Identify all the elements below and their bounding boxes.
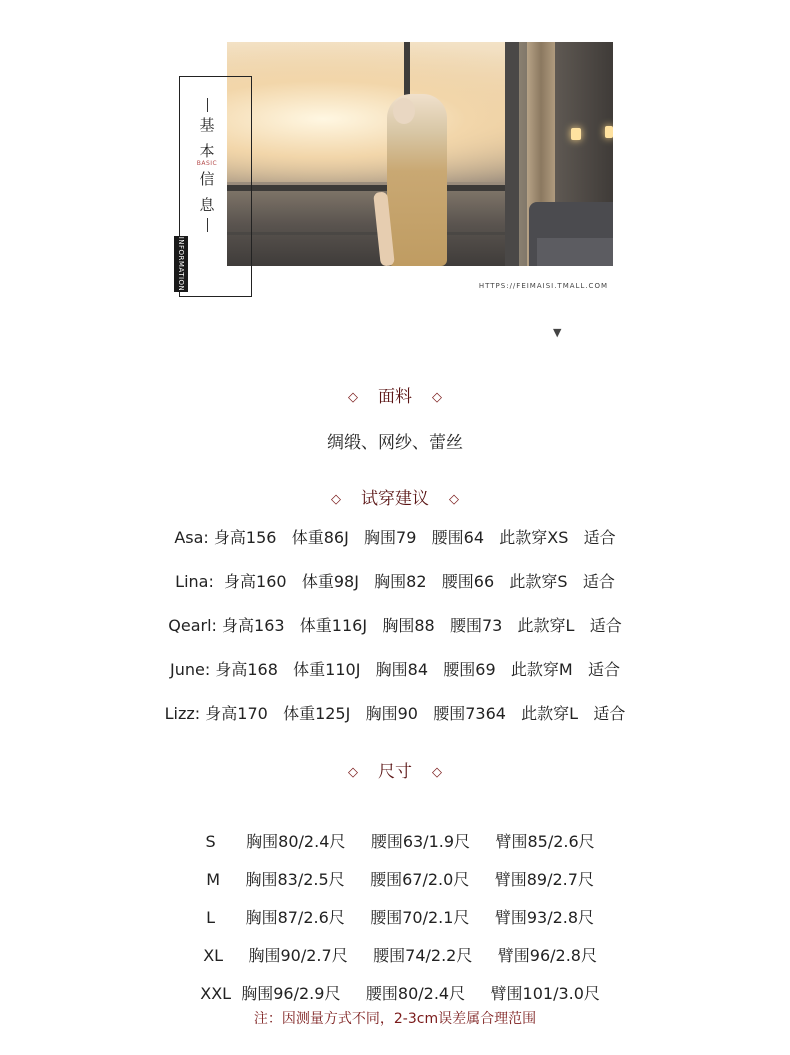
size-row [0, 848, 790, 890]
size-label: M [206, 870, 221, 889]
size-label: L [206, 908, 216, 927]
diamond-icon: ◇ [449, 492, 459, 507]
size-label: XXL [200, 984, 232, 1003]
size-heading [0, 757, 790, 782]
fit-row: Asa: 身高156 体重86J 胸围79 腰围64 此款穿XS 适合 [174, 528, 616, 547]
size-row [0, 886, 790, 928]
hero-photo [227, 42, 613, 266]
title-dash-bottom [207, 218, 208, 232]
basic-label: BASIC [196, 160, 218, 167]
size-row [0, 962, 790, 1004]
info-title [195, 98, 219, 232]
chest-value: 胸围87/2.6尺 [245, 908, 345, 927]
arm-value: 臂围85/2.6尺 [495, 832, 595, 851]
chest-value: 胸围83/2.5尺 [245, 870, 345, 889]
diamond-icon: ◇ [348, 390, 358, 405]
waist-value: 腰围74/2.2尺 [373, 946, 473, 965]
fit-row: Lina: 身高160 体重98J 胸围82 腰围66 此款穿S 适合 [175, 572, 615, 591]
size-label: S [205, 832, 216, 851]
title-char: 息 [199, 196, 215, 214]
size-row [0, 810, 790, 852]
fit-row: Lizz: 身高170 体重125J 胸围90 腰围7364 此款穿L 适合 [164, 704, 626, 723]
shop-url: HTTPS://FEIMAISI.TMALL.COM [478, 282, 608, 290]
measurement-note: 注：因测量方式不同，2-3cm误差属合理范围 [253, 1011, 537, 1027]
arm-value: 臂围96/2.8尺 [497, 946, 597, 965]
information-label: INFORMATION [177, 236, 185, 292]
arm-value: 臂围89/2.7尺 [494, 870, 594, 889]
title-dash-top [207, 98, 208, 112]
chest-value: 胸围80/2.4尺 [246, 832, 346, 851]
fit-row: Qearl: 身高163 体重116J 胸围88 腰围73 此款穿L 适合 [168, 616, 622, 635]
waist-value: 腰围70/2.1尺 [370, 908, 470, 927]
fabric-text: 绸缎、网纱、蕾丝 [327, 433, 463, 453]
diamond-icon: ◇ [432, 765, 442, 780]
diamond-icon: ◇ [348, 765, 358, 780]
information-tag [174, 236, 188, 292]
size-title: 尺寸 [378, 762, 412, 782]
fabric-heading [0, 382, 790, 407]
arm-value: 臂围93/2.8尺 [494, 908, 595, 927]
size-label: XL [203, 946, 224, 965]
diamond-icon: ◇ [331, 492, 341, 507]
fabric-title: 面料 [378, 387, 412, 407]
size-row [0, 924, 790, 966]
title-char: 信 [199, 170, 215, 188]
title-char: 基 [199, 116, 215, 134]
waist-value: 腰围63/1.9尺 [370, 832, 471, 851]
title-char: 本 [199, 142, 215, 160]
waist-value: 腰围80/2.4尺 [365, 984, 466, 1003]
waist-value: 腰围67/2.0尺 [370, 870, 470, 889]
arm-value: 臂围101/3.0尺 [490, 984, 600, 1003]
fit-heading [0, 484, 790, 509]
diamond-icon: ◇ [432, 390, 442, 405]
chest-value: 胸围96/2.9尺 [241, 984, 341, 1003]
down-arrow-icon: ▼ [553, 326, 562, 339]
fit-title: 试穿建议 [361, 489, 429, 509]
fit-row: June: 身高168 体重110J 胸围84 腰围69 此款穿M 适合 [170, 660, 620, 679]
chest-value: 胸围90/2.7尺 [248, 946, 348, 965]
